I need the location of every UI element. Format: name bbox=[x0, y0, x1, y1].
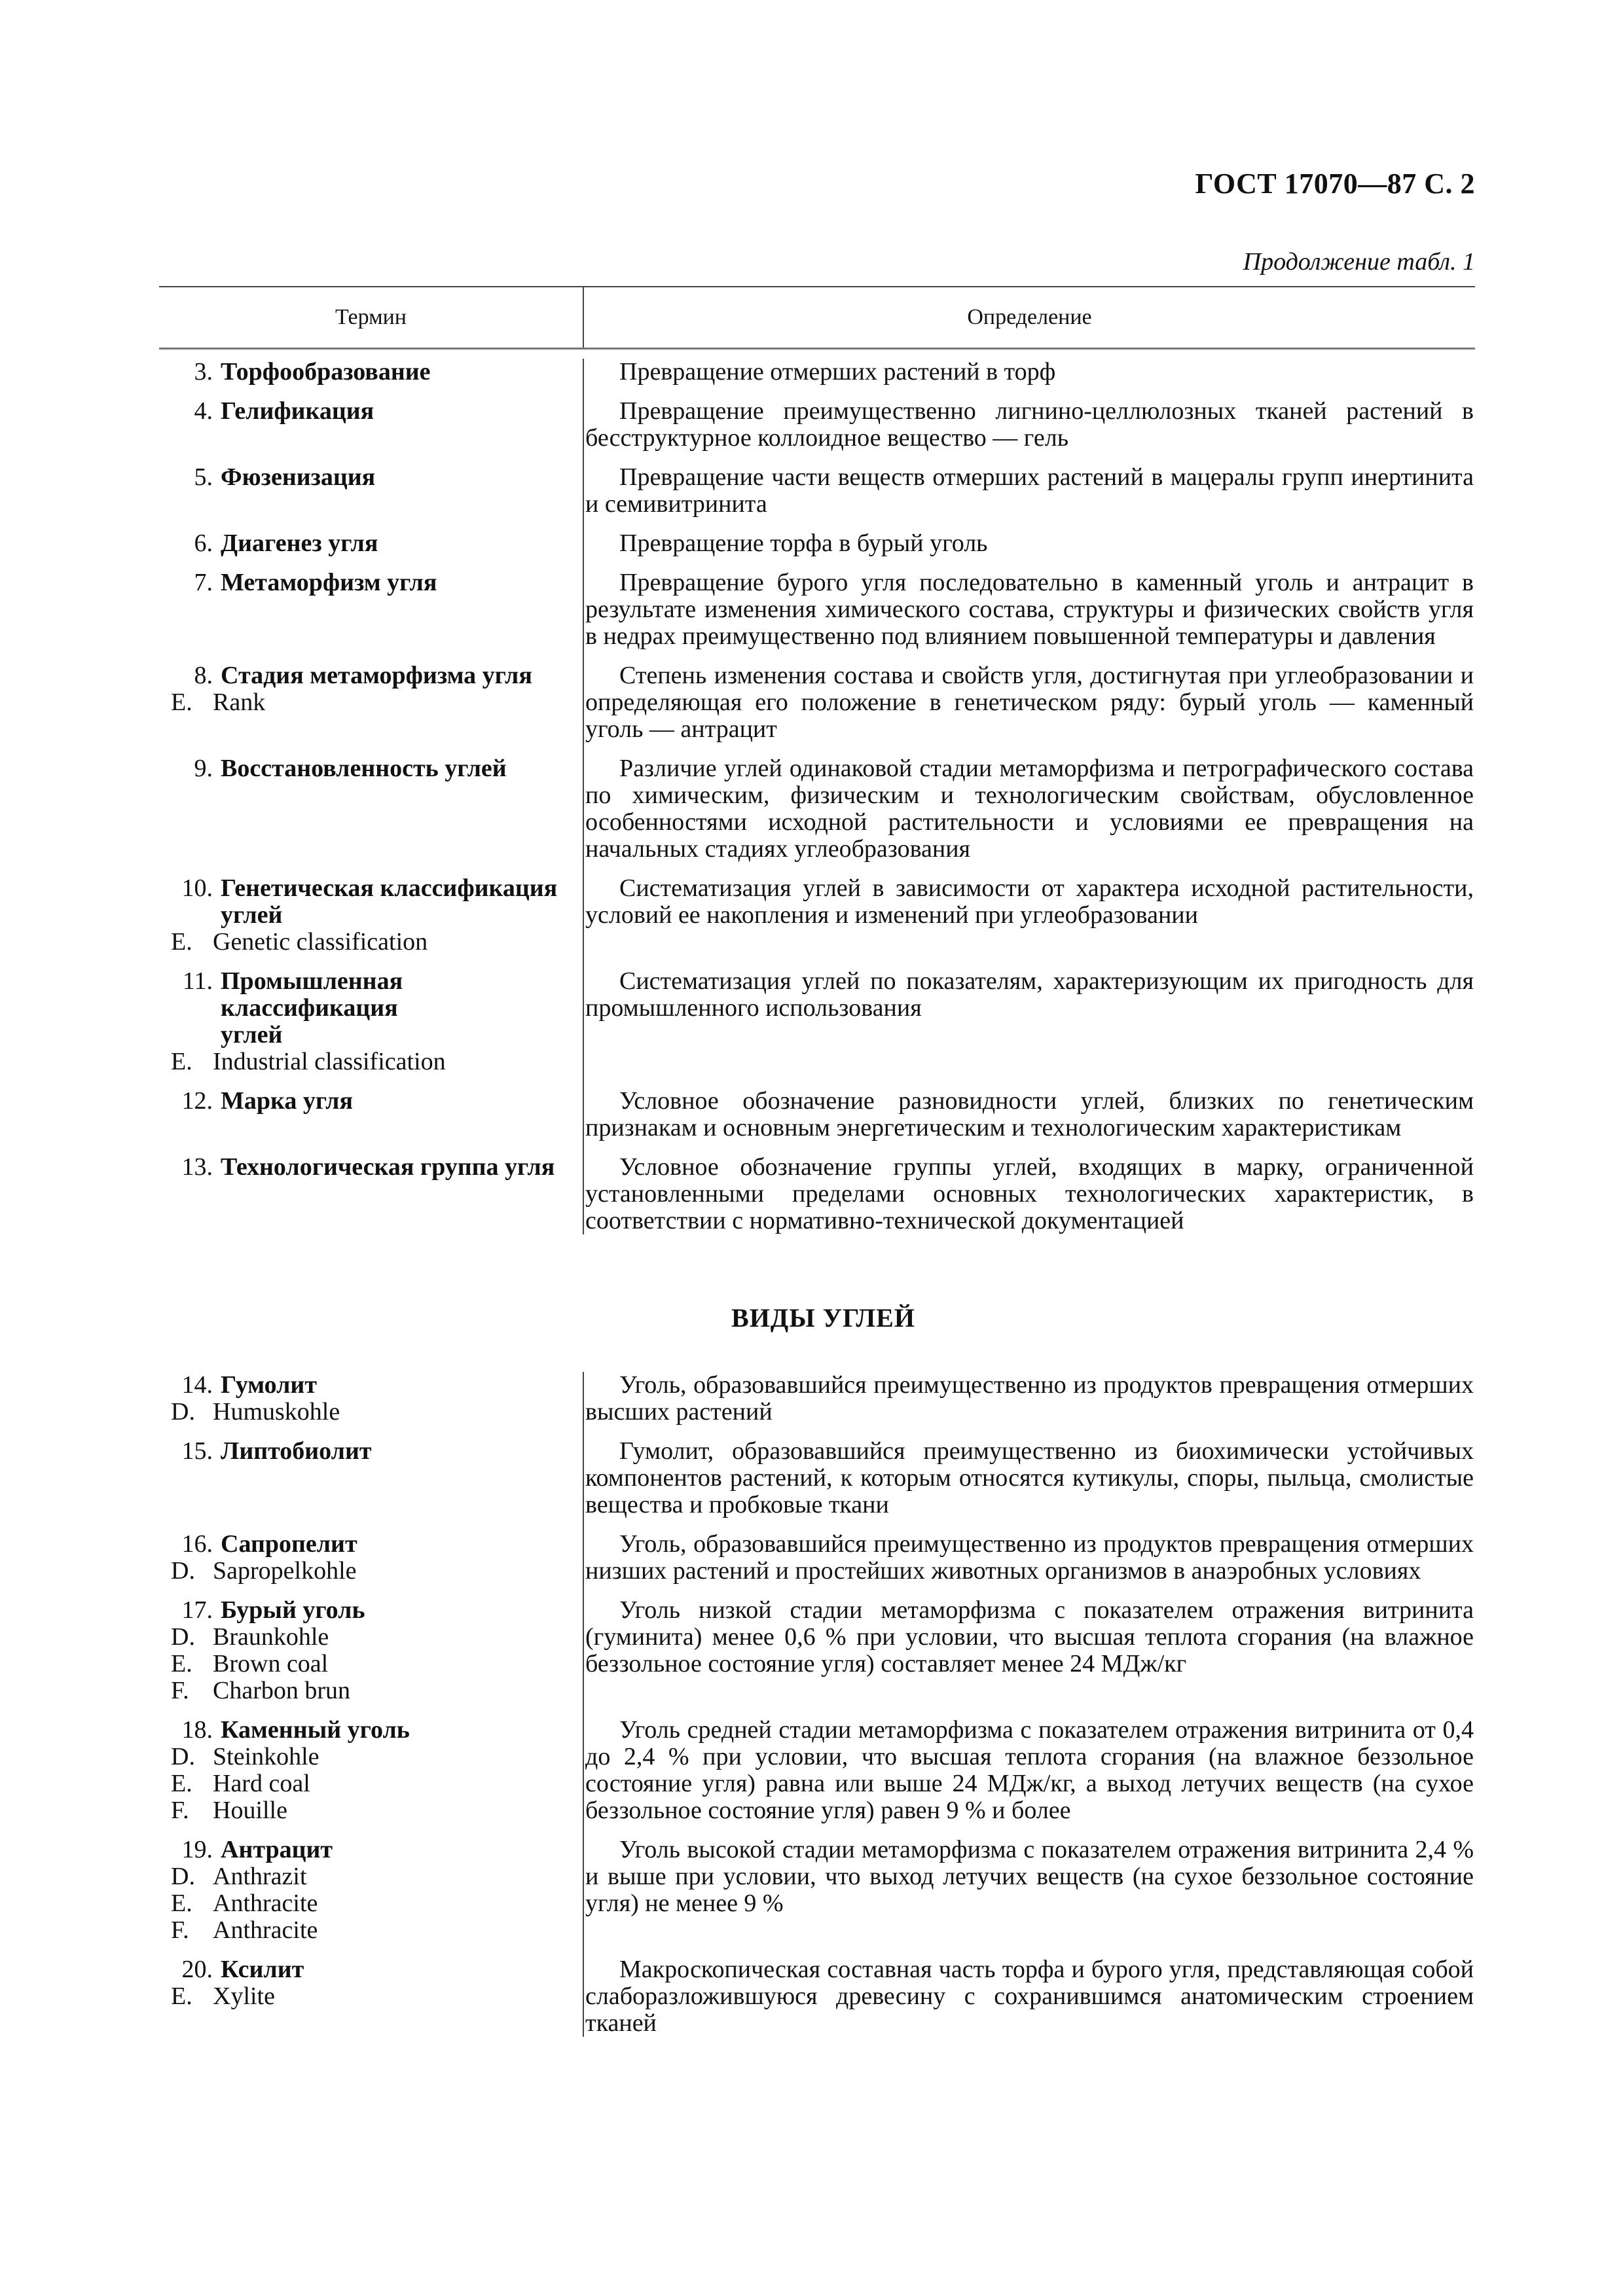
table-row bbox=[159, 1717, 1475, 1824]
term-cell bbox=[159, 1088, 583, 1141]
table-row bbox=[159, 398, 1475, 452]
term-cell bbox=[159, 398, 583, 452]
page-header: ГОСТ 17070—87 С. 2 bbox=[1195, 168, 1475, 200]
term-cell bbox=[159, 1837, 583, 1944]
term-number: 6. bbox=[194, 529, 213, 557]
term-line bbox=[159, 359, 576, 386]
foreign-term: Anthrazit bbox=[213, 1863, 307, 1890]
definition-cell: Различие углей одинаковой стадии метаморфизма и петрографического состава по химическим, физическим и технологическим свойствам, обусловленное особенностями исходной растительности и условиями ее превращения на начальных стадиях углеобразования bbox=[585, 755, 1474, 863]
term-cell bbox=[159, 1956, 583, 2037]
table-row bbox=[159, 755, 1475, 863]
term-line bbox=[159, 1372, 576, 1399]
table-body-coal-types bbox=[159, 1372, 1475, 2037]
column-header-definition: Определение bbox=[583, 287, 1475, 348]
term-name: Метаморфизм угля bbox=[221, 569, 437, 596]
table-row bbox=[159, 569, 1475, 650]
term-name: Гелификация bbox=[221, 397, 374, 425]
table-row bbox=[159, 359, 1475, 386]
foreign-equivalent bbox=[159, 1770, 576, 1797]
term-line bbox=[159, 1022, 576, 1049]
foreign-equivalent bbox=[159, 1651, 576, 1677]
term-name: Гумолит bbox=[221, 1371, 317, 1399]
term-name: Антрацит bbox=[221, 1836, 333, 1863]
table-row bbox=[159, 1956, 1475, 2037]
foreign-term: Humuskohle bbox=[213, 1398, 340, 1426]
language-code: D. bbox=[171, 1557, 195, 1585]
term-name: Марка угля bbox=[221, 1087, 354, 1115]
foreign-term: Genetic classification bbox=[213, 928, 428, 956]
term-line bbox=[159, 1088, 576, 1115]
term-cell bbox=[159, 755, 583, 863]
term-indent bbox=[159, 902, 221, 929]
foreign-term: Steinkohle bbox=[213, 1743, 319, 1770]
term-name: Диагенез угля bbox=[221, 529, 378, 557]
term-line bbox=[159, 902, 576, 929]
term-number: 15. bbox=[181, 1437, 213, 1465]
term-number: 8. bbox=[194, 662, 213, 689]
term-line bbox=[159, 1837, 576, 1863]
term-cell bbox=[159, 1531, 583, 1585]
definition-cell: Превращение части веществ отмерших растений в мацералы групп инертинита и семивитринита bbox=[585, 463, 1474, 518]
foreign-term: Charbon brun bbox=[213, 1677, 351, 1704]
term-name: Технологическая группа угля bbox=[221, 1153, 555, 1181]
column-header-term: Термин bbox=[335, 305, 407, 329]
term-cell bbox=[159, 1597, 583, 1704]
definition-cell: Уголь, образовавшийся преимущественно из продуктов превращения отмерших низших растений и простейших животных организмов в анаэробных условиях bbox=[585, 1530, 1474, 1585]
term-line bbox=[159, 464, 576, 491]
definition-cell: Уголь низкой стадии метаморфизма с показателем отражения витринита (гуминита) менее 0,6 % при условии, что высшая теплота сгорания (на влажное беззольное состояние угля) составляет менее 24 МДж/кг bbox=[585, 1596, 1474, 1677]
term-number: 17. bbox=[181, 1596, 213, 1624]
foreign-equivalent bbox=[159, 689, 576, 716]
definition-cell: Уголь, образовавшийся преимущественно из продуктов превращения отмерших высших растений bbox=[585, 1371, 1474, 1426]
term-cell bbox=[159, 1717, 583, 1824]
foreign-equivalent bbox=[159, 1624, 576, 1651]
language-code: E. bbox=[171, 1982, 192, 2010]
foreign-equivalent bbox=[159, 1917, 576, 1944]
foreign-equivalent bbox=[159, 929, 576, 956]
table-row bbox=[159, 1531, 1475, 1585]
term-number: 5. bbox=[194, 463, 213, 491]
term-line bbox=[159, 1438, 576, 1465]
coal-types-table bbox=[159, 1363, 1475, 2037]
term-number: 11. bbox=[182, 967, 213, 995]
foreign-equivalent bbox=[159, 1797, 576, 1824]
foreign-term: Anthracite bbox=[213, 1890, 318, 1917]
term-number: 9. bbox=[194, 755, 213, 782]
term-number: 10. bbox=[181, 874, 213, 902]
term-line bbox=[159, 1154, 576, 1181]
language-code: E. bbox=[171, 1650, 192, 1677]
language-code: D. bbox=[171, 1743, 195, 1770]
foreign-term: Sapropelkohle bbox=[213, 1557, 357, 1585]
term-name: Ксилит bbox=[221, 1956, 304, 1983]
term-line bbox=[159, 875, 576, 902]
table-row bbox=[159, 1154, 1475, 1234]
term-line bbox=[159, 398, 576, 425]
term-name: Генетическая классификация bbox=[221, 874, 558, 902]
term-line bbox=[159, 755, 576, 782]
foreign-term: Hard coal bbox=[213, 1770, 310, 1797]
term-line bbox=[159, 1956, 576, 1983]
term-name: Бурый уголь bbox=[221, 1596, 365, 1624]
foreign-term: Anthracite bbox=[213, 1916, 318, 1944]
term-name: Сапропелит bbox=[221, 1530, 357, 1558]
definition-cell: Макроскопическая составная часть торфа и бурого угля, представляющая собой слаборазложившуюся древесину с сохранившимся анатомическим строением тканей bbox=[585, 1956, 1474, 2037]
language-code: E. bbox=[171, 1048, 192, 1075]
term-cell bbox=[159, 875, 583, 956]
table-row bbox=[159, 1837, 1475, 1944]
section-title bbox=[0, 1302, 1623, 1333]
table-row bbox=[159, 968, 1475, 1075]
language-code: F. bbox=[171, 1916, 189, 1944]
foreign-term: Brown coal bbox=[213, 1650, 329, 1677]
term-name: Каменный уголь bbox=[221, 1716, 410, 1744]
term-indent bbox=[159, 1022, 221, 1049]
term-cell bbox=[159, 1154, 583, 1234]
terms-table bbox=[159, 286, 1475, 1234]
language-code: E. bbox=[171, 928, 192, 956]
table-body-processes bbox=[159, 359, 1475, 1234]
foreign-equivalent bbox=[159, 1863, 576, 1890]
foreign-term: Houille bbox=[213, 1797, 287, 1824]
foreign-equivalent bbox=[159, 1744, 576, 1770]
definition-cell: Превращение преимущественно лигнино-целлюлозных тканей растений в бесструктурное коллоидное вещество — гель bbox=[585, 397, 1474, 452]
definition-cell: Гумолит, образовавшийся преимущественно из биохимически устойчивых компонентов растений, к которым относятся кутикулы, споры, пыльца, смолистые вещества и пробковые ткани bbox=[585, 1437, 1474, 1518]
term-number: 4. bbox=[194, 397, 213, 425]
term-number: 20. bbox=[181, 1956, 213, 1983]
definition-cell: Уголь средней стадии метаморфизма с показателем отражения витринита от 0,4 до 2,4 % при условии, что высшая теплота сгорания (на влажное беззольное состояние угля) равна или выше 24 МДж/кг, а выход летучих веществ (на сухое беззольное состояние угля) равен 9 % и более bbox=[585, 1716, 1474, 1824]
foreign-equivalent bbox=[159, 1677, 576, 1704]
language-code: E. bbox=[171, 1890, 192, 1917]
foreign-term: Braunkohle bbox=[213, 1623, 329, 1651]
language-code: E. bbox=[171, 689, 192, 716]
foreign-term: Industrial classification bbox=[213, 1048, 446, 1075]
term-name: Стадия метаморфизма угля bbox=[221, 662, 532, 689]
foreign-equivalent bbox=[159, 1049, 576, 1075]
foreign-equivalent bbox=[159, 1983, 576, 2010]
term-cell bbox=[159, 530, 583, 557]
term-number: 13. bbox=[181, 1153, 213, 1181]
term-line bbox=[159, 662, 576, 689]
table-row bbox=[159, 464, 1475, 518]
language-code: F. bbox=[171, 1677, 189, 1704]
foreign-term: Rank bbox=[213, 689, 266, 716]
table-row bbox=[159, 875, 1475, 956]
term-line bbox=[159, 530, 576, 557]
foreign-term: Xylite bbox=[213, 1982, 275, 2010]
language-code: F. bbox=[171, 1797, 189, 1824]
definition-cell: Систематизация углей в зависимости от характера исходной растительности, условий ее накопления и изменений при углеобразовании bbox=[585, 874, 1474, 929]
term-cell bbox=[159, 464, 583, 518]
definition-cell: Превращение отмерших растений в торф bbox=[619, 358, 1056, 386]
table-row bbox=[159, 1597, 1475, 1704]
table-row bbox=[159, 662, 1475, 743]
definition-cell: Превращение бурого угля последовательно в каменный уголь и антрацит в результате изменения химического состава, структуры и физических свойств угля в недрах преимущественно под влиянием повышенной температуры и давления bbox=[585, 569, 1474, 650]
term-cell bbox=[159, 1372, 583, 1426]
term-number: 12. bbox=[181, 1087, 213, 1115]
table-row bbox=[159, 1088, 1475, 1141]
term-line bbox=[159, 968, 576, 1022]
term-cell bbox=[159, 1438, 583, 1518]
term-name-continued: углей bbox=[221, 1021, 283, 1049]
language-code: E. bbox=[171, 1770, 192, 1797]
term-name: Липтобиолит bbox=[221, 1437, 372, 1465]
table-row bbox=[159, 530, 1475, 557]
definition-cell: Систематизация углей по показателям, характеризующим их пригодность для промышленного использования bbox=[585, 967, 1474, 1022]
term-number: 7. bbox=[194, 569, 213, 596]
term-number: 16. bbox=[181, 1530, 213, 1558]
foreign-equivalent bbox=[159, 1558, 576, 1585]
definition-cell: Условное обозначение группы углей, входящих в марку, ограниченной установленными пределами основных технологических характеристик, в соответствии с нормативно-технической документацией bbox=[585, 1153, 1474, 1234]
term-cell bbox=[159, 569, 583, 650]
definition-cell: Степень изменения состава и свойств угля, достигнутая при углеобразовании и определяющая его положение в генетическом ряду: бурый уголь — каменный уголь — антрацит bbox=[585, 662, 1474, 743]
term-name: Фюзенизация bbox=[221, 463, 376, 491]
term-number: 18. bbox=[181, 1716, 213, 1744]
term-name: Восстановленность углей bbox=[221, 755, 507, 782]
term-line bbox=[159, 569, 576, 596]
term-name: Промышленная классификация bbox=[221, 967, 403, 1022]
language-code: D. bbox=[171, 1398, 195, 1426]
table-header bbox=[159, 286, 1475, 350]
foreign-equivalent bbox=[159, 1890, 576, 1917]
term-line bbox=[159, 1717, 576, 1744]
term-line bbox=[159, 1531, 576, 1558]
language-code: D. bbox=[171, 1863, 195, 1890]
language-code: D. bbox=[171, 1623, 195, 1651]
term-name: Торфообразование bbox=[221, 358, 431, 386]
table-continuation-label: Продолжение табл. 1 bbox=[1243, 248, 1475, 276]
definition-cell: Превращение торфа в бурый уголь bbox=[619, 529, 988, 557]
definition-cell: Уголь высокой стадии метаморфизма с показателем отражения витринита 2,4 % и выше при условии, что выход летучих веществ (на сухое беззольное состояние угля) не менее 9 % bbox=[585, 1836, 1474, 1917]
term-number: 19. bbox=[181, 1836, 213, 1863]
term-number: 14. bbox=[181, 1371, 213, 1399]
foreign-equivalent bbox=[159, 1399, 576, 1426]
table-row bbox=[159, 1438, 1475, 1518]
term-cell bbox=[159, 662, 583, 743]
definition-cell: Условное обозначение разновидности углей, близких по генетическим признакам и основным энергетическим и технологическим характеристикам bbox=[585, 1087, 1474, 1141]
term-line bbox=[159, 1597, 576, 1624]
term-cell bbox=[159, 359, 583, 386]
section-title-text: ВИДЫ УГЛЕЙ bbox=[731, 1303, 915, 1333]
table-row bbox=[159, 1372, 1475, 1426]
term-number: 3. bbox=[194, 358, 213, 386]
term-cell bbox=[159, 968, 583, 1075]
term-name-continued: углей bbox=[221, 901, 283, 929]
